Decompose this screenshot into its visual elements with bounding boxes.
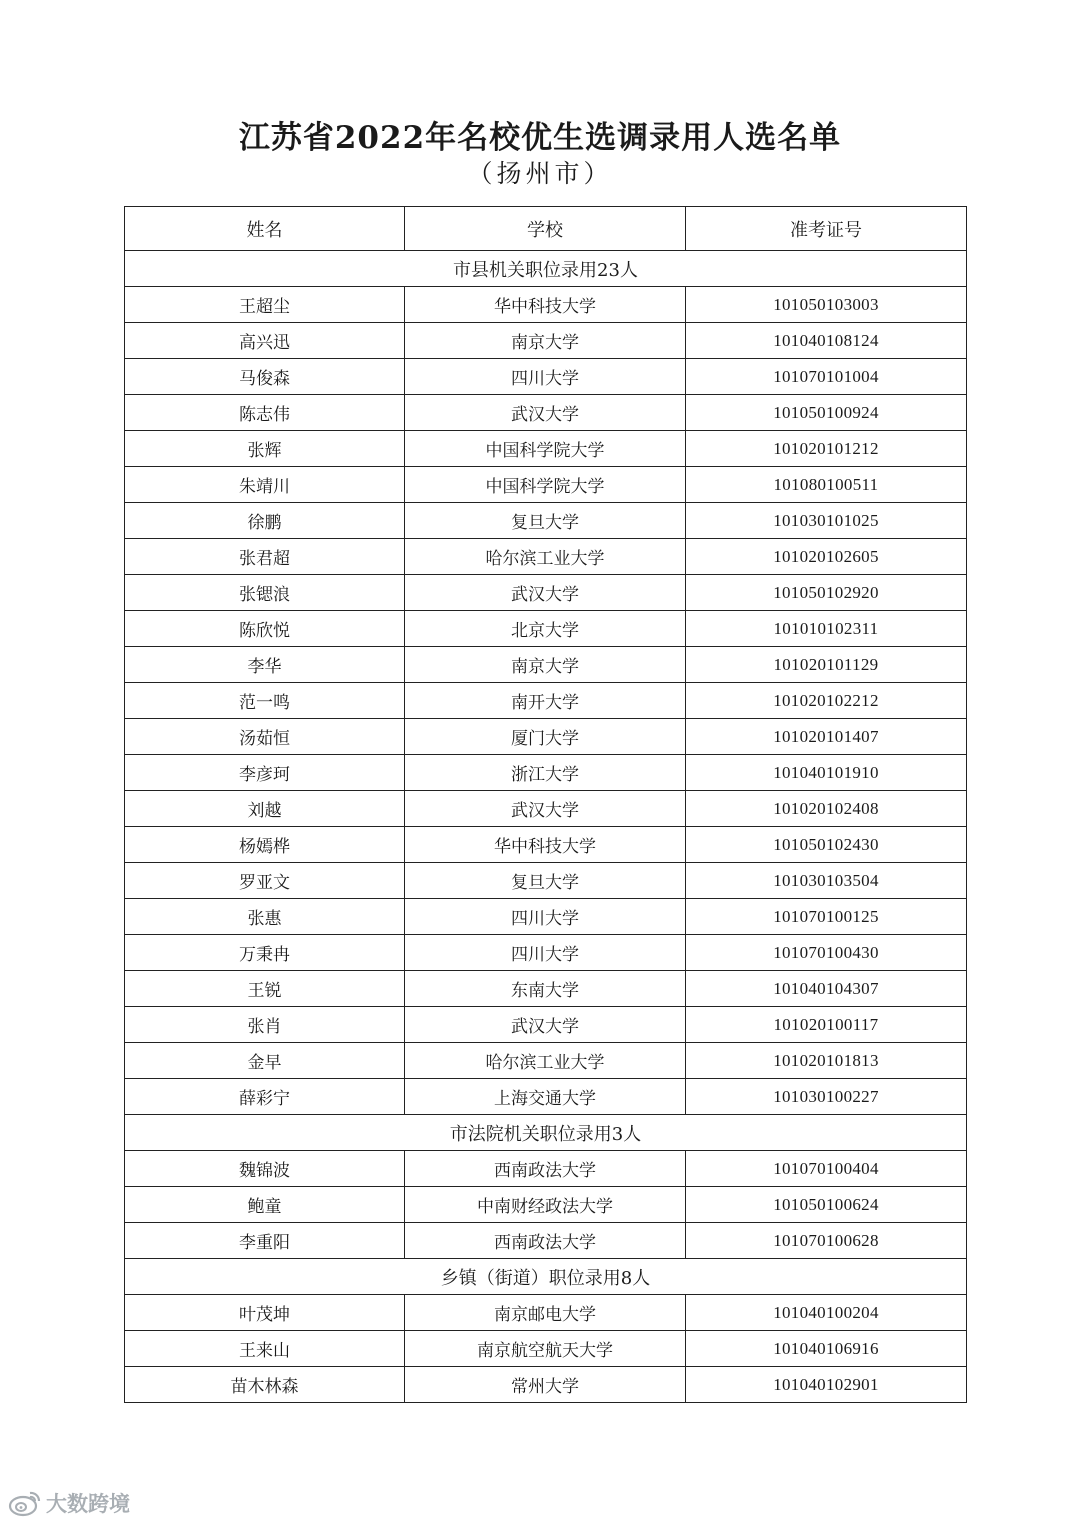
cell-school: 中国科学院大学 [405,467,686,503]
table-row [125,431,967,467]
cell-school: 西南政法大学 [405,1151,686,1187]
table-row [125,755,967,791]
cell-name: 高兴迅 [125,323,405,359]
cell-school: 东南大学 [405,971,686,1007]
cell-name: 张肖 [125,1007,405,1043]
cell-school: 南京大学 [405,323,686,359]
cell-name: 马俊森 [125,359,405,395]
roster-table [124,206,967,1403]
cell-name: 金早 [125,1043,405,1079]
table-row [125,1079,967,1115]
table-row [125,791,967,827]
section-heading: 乡镇（街道）职位录用8人 [125,1259,967,1295]
table-row [125,971,967,1007]
page-title: 江苏省2022年名校优生选调录用人选名单 [238,120,842,156]
cell-name: 张辉 [125,431,405,467]
cell-school: 武汉大学 [405,395,686,431]
cell-exam-number: 101040106916 [686,1331,967,1367]
cell-exam-number: 101040100204 [686,1295,967,1331]
cell-exam-number: 101020101212 [686,431,967,467]
table-row [125,1151,967,1187]
cell-school: 四川大学 [405,359,686,395]
cell-school: 西南政法大学 [405,1223,686,1259]
cell-exam-number: 101020102212 [686,683,967,719]
page-subtitle: （扬州市） [467,159,613,188]
cell-school: 中国科学院大学 [405,431,686,467]
table-body [125,251,967,1403]
cell-school: 复旦大学 [405,503,686,539]
cell-name: 杨嫣桦 [125,827,405,863]
cell-name: 张惠 [125,899,405,935]
table-row [125,539,967,575]
table-row [125,467,967,503]
cell-name: 王锐 [125,971,405,1007]
cell-name: 李彦珂 [125,755,405,791]
column-header-exam-number: 准考证号 [686,207,967,251]
table-row [125,935,967,971]
watermark-text: 大数跨境 [46,1492,130,1516]
cell-exam-number: 101040108124 [686,323,967,359]
cell-exam-number: 101070100430 [686,935,967,971]
cell-school: 浙江大学 [405,755,686,791]
cell-school: 南京大学 [405,647,686,683]
cell-exam-number: 101020101407 [686,719,967,755]
table-row [125,503,967,539]
cell-name: 李华 [125,647,405,683]
cell-school: 北京大学 [405,611,686,647]
cell-name: 罗亚文 [125,863,405,899]
cell-school: 中南财经政法大学 [405,1187,686,1223]
table-row [125,899,967,935]
cell-name: 鲍童 [125,1187,405,1223]
section-row [125,1259,967,1295]
cell-school: 武汉大学 [405,575,686,611]
cell-exam-number: 101050102430 [686,827,967,863]
cell-exam-number: 101050100624 [686,1187,967,1223]
cell-name: 薛彩宁 [125,1079,405,1115]
cell-school: 南京邮电大学 [405,1295,686,1331]
section-row [125,1115,967,1151]
table-row [125,1187,967,1223]
watermark [8,1488,130,1518]
table-row [125,323,967,359]
table-row [125,575,967,611]
weibo-logo-icon [8,1489,42,1517]
table-header-row [125,207,967,251]
cell-exam-number: 101020102605 [686,539,967,575]
cell-exam-number: 101020101813 [686,1043,967,1079]
cell-exam-number: 101020100117 [686,1007,967,1043]
table-row [125,359,967,395]
cell-school: 南京航空航天大学 [405,1331,686,1367]
cell-exam-number: 101040104307 [686,971,967,1007]
section-heading: 市法院机关职位录用3人 [125,1115,967,1151]
cell-name: 汤茹恒 [125,719,405,755]
table-row [125,863,967,899]
column-header-name: 姓名 [125,207,405,251]
cell-school: 复旦大学 [405,863,686,899]
cell-exam-number: 101080100511 [686,467,967,503]
table-row [125,287,967,323]
table-row [125,1331,967,1367]
table-row [125,1007,967,1043]
cell-exam-number: 101030100227 [686,1079,967,1115]
cell-school: 哈尔滨工业大学 [405,1043,686,1079]
cell-name: 苗木林森 [125,1367,405,1403]
table-row [125,683,967,719]
cell-name: 张锶浪 [125,575,405,611]
cell-name: 魏锦波 [125,1151,405,1187]
table-row [125,1043,967,1079]
cell-school: 武汉大学 [405,1007,686,1043]
cell-exam-number: 101070101004 [686,359,967,395]
table-row [125,1295,967,1331]
cell-school: 华中科技大学 [405,287,686,323]
cell-exam-number: 101020101129 [686,647,967,683]
section-row [125,251,967,287]
cell-name: 范一鸣 [125,683,405,719]
table-row [125,1367,967,1403]
cell-school: 武汉大学 [405,791,686,827]
cell-school: 南开大学 [405,683,686,719]
cell-school: 常州大学 [405,1367,686,1403]
cell-exam-number: 101040101910 [686,755,967,791]
cell-exam-number: 101030101025 [686,503,967,539]
table-row [125,1223,967,1259]
cell-name: 张君超 [125,539,405,575]
cell-school: 四川大学 [405,899,686,935]
cell-school: 四川大学 [405,935,686,971]
cell-exam-number: 101030103504 [686,863,967,899]
cell-exam-number: 101040102901 [686,1367,967,1403]
cell-exam-number: 101070100125 [686,899,967,935]
cell-name: 李重阳 [125,1223,405,1259]
cell-exam-number: 101050100924 [686,395,967,431]
table-row [125,827,967,863]
cell-name: 刘越 [125,791,405,827]
cell-school: 厦门大学 [405,719,686,755]
cell-exam-number: 101070100404 [686,1151,967,1187]
table-row [125,395,967,431]
cell-school: 哈尔滨工业大学 [405,539,686,575]
cell-name: 王超尘 [125,287,405,323]
table-row [125,647,967,683]
section-heading: 市县机关职位录用23人 [125,251,967,287]
cell-name: 朱靖川 [125,467,405,503]
cell-exam-number: 101050102920 [686,575,967,611]
cell-exam-number: 101010102311 [686,611,967,647]
cell-exam-number: 101050103003 [686,287,967,323]
cell-exam-number: 101020102408 [686,791,967,827]
cell-school: 上海交通大学 [405,1079,686,1115]
cell-name: 叶茂坤 [125,1295,405,1331]
cell-school: 华中科技大学 [405,827,686,863]
table-row [125,719,967,755]
cell-name: 徐鹏 [125,503,405,539]
cell-exam-number: 101070100628 [686,1223,967,1259]
cell-name: 陈志伟 [125,395,405,431]
cell-name: 陈欣悦 [125,611,405,647]
cell-name: 王来山 [125,1331,405,1367]
cell-name: 万秉冉 [125,935,405,971]
table-row [125,611,967,647]
column-header-school: 学校 [405,207,686,251]
